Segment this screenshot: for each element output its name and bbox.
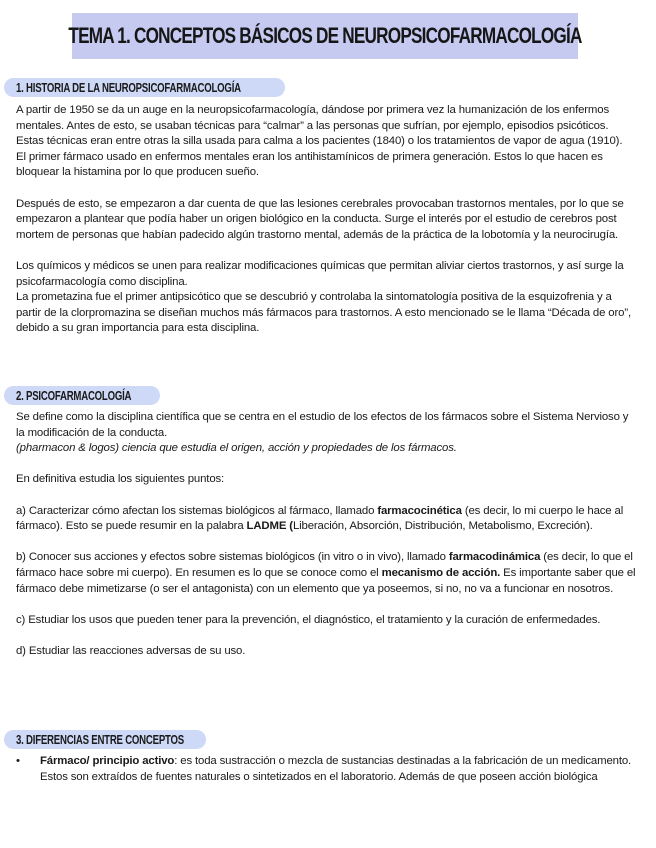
historia-body [16, 103, 636, 337]
section-heading-text: 1. HISTORIA DE LA NEUROPSICOFARMACOLOGÍA [16, 80, 241, 95]
paragraph: La prometazina fue el primer antipsicótico que se descubrió y controlaba la sintomatología positiva de la esquizofrenia y a partir de la clorpromazina se diseñan muchos más fármacos para trastornos. A esto mencionado se le llama “Década de oro”, debido a su gran importancia para esta disciplina. [16, 291, 631, 335]
list-item-body [40, 754, 636, 785]
paragraph: Después de esto, se empezaron a dar cuenta de que las lesiones cerebrales provocaban trastornos mentales, por lo que se empezaron a plantear que podía haber un origen biológico en la conducta. Surge el interés por el estudio de cerebros post mortem de personas que habían padecido algún trastorno mental, además de la práctica de la lobotomía y la neurocirugía. [16, 197, 624, 241]
paragraph: El primer fármaco usado en enfermos mentales eran los antihistamínicos de primera generación. Estos lo que hacen es bloquear la histamina por lo que producen sueño. [16, 150, 603, 179]
psicofarmacologia-body [16, 410, 636, 660]
point-b [16, 550, 636, 597]
text-run: b) Conocer sus acciones y efectos sobre sistemas biológicos (in vitro o in vivo), llamado [16, 551, 449, 564]
section-heading-text: 2. PSICOFARMACOLOGÍA [16, 388, 132, 403]
text-run: a) Caracterizar cómo afectan los sistemas biológicos al fármaco, llamado [16, 504, 378, 517]
section-heading-text: 3. DIFERENCIAS ENTRE CONCEPTOS [16, 732, 184, 747]
term-mecanismo-de-accion: mecanismo de acción. [381, 566, 501, 579]
text-run: (es decir, lo mi cuerpo le hace al fármaco). Esto se puede resumir en la palabra [16, 504, 624, 533]
section-heading-diferencias [4, 730, 206, 749]
paragraph: En definitiva estudia los siguientes puntos: [16, 473, 225, 486]
point-a [16, 504, 636, 535]
paragraph: Los químicos y médicos se unen para realizar modificaciones químicas que permitan aliviar ciertos trastornos, y así surge la psicofarmacología como disciplina. [16, 259, 624, 288]
text-run: (es decir, lo que el fármaco hace sobre mi cuerpo). En resumen es lo que se conoce como el [16, 551, 633, 579]
page-title: TEMA 1. CONCEPTOS BÁSICOS DE NEUROPSICOFARMACOLOGÍA [68, 23, 582, 48]
point-d: d) Estudiar las reacciones adversas de su uso. [16, 644, 246, 657]
section-heading-psicofarmacologia [4, 386, 160, 405]
term-farmacocinetica: farmacocinética [377, 504, 462, 517]
bullet-marker: • [16, 755, 20, 767]
paragraph: A partir de 1950 se da un auge en la neuropsicofarmacología, dándose por primera vez la humanización de los enfermos mentales. Antes de esto, se usaban técnicas para “calmar” a las personas que sufrían, por ejemplo, episodios psicóticos. Estas técnicas eran entre otras la silla usada para calma a los pacientes (1840) o los tratamientos de vapor de agua (1910). [16, 104, 623, 148]
paragraph: Se define como la disciplina científica que se centra en el estudio de los efectos de los fármacos sobre el Sistema Nervioso y la modificación de la conducta. [16, 411, 629, 439]
text-run: Es importante saber que el fármaco debe mimetizarse (o ser el antagonista) con un elemento que ya poseemos, si no, no va a funcionar en nosotros. [16, 566, 636, 595]
section-heading-historia [4, 78, 285, 97]
term-farmacodinamica: farmacodinámica [448, 551, 541, 564]
point-c: c) Estudiar los usos que pueden tener para la prevención, el diagnóstico, el tratamiento y la curación de enfermedades. [16, 613, 601, 626]
term-farmaco: Fármaco/ principio activo [40, 755, 175, 767]
list-item [16, 754, 636, 785]
etymology-note: (pharmacon & logos) ciencia que estudia el origen, acción y propiedades de los fármacos. [16, 442, 457, 455]
text-run: Liberación, Absorción, Distribución, Metabolismo, Excreción). [292, 520, 593, 533]
text-run: : es toda sustracción o mezcla de sustancias destinadas a la fabricación de un medicamento. Estos son extraídos de fuentes naturales o sintetizados en el laboratorio. Además de que poseen acción biológica [40, 755, 632, 783]
title-banner [68, 13, 582, 59]
term-ladme: LADME ( [246, 520, 293, 533]
